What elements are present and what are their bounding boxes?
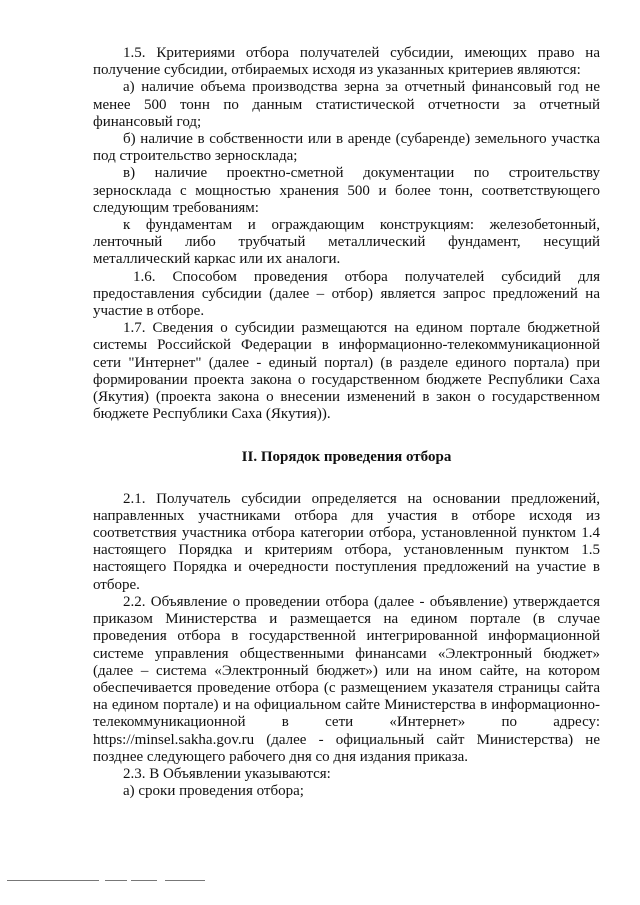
paragraph-1-7: 1.7. Сведения о субсидии размещаются на едином портале бюджетной системы Российской Федерации в информационно-телекоммуникационной сети "Интернет" (далее - единый портал) (в разделе единого портала) при формировании проекта закона о государственном бюджете Республики Саха (Якутия) (проекта закона о внесении изменений в закон о государственном бюджете Республики Саха (Якутия)). (93, 320, 600, 423)
footer-divider (131, 880, 157, 881)
paragraph-2-2: 2.2. Объявление о проведении отбора (далее - объявление) утверждается приказом Министерства и размещается на едином портале (в случае проведения отбора в государственной интегрированной информационной системе управления общественными финансами «Электронный бюджет» (далее – система «Электронный бюджет») или на ином сайте, на котором обеспечивается проведение отбора (с размещением указателя страницы сайта на едином портале) и на официальном сайте Министерства в информационно-телекоммуникационной в сети «Интернет» по адресу: https://minsel.sakha.gov.ru (далее - официальный сайт Министерства) не позднее следующего рабочего дня со дня издания приказа. (93, 593, 600, 765)
footer-scan-marks (7, 880, 207, 883)
paragraph-2-3: 2.3. В Объявлении указываются: (123, 765, 331, 782)
section-heading: II. Порядок проведения отбора (241, 449, 452, 466)
document-body (93, 45, 600, 800)
paragraph-2-1: 2.1. Получатель субсидии определяется на основании предложений, направленных участниками отбора для участия в отборе исходя из соответствия участника отбора категории отбора, установленной пунктом 1.4 настоящего Порядка и критериям отбора, установленным пунктом 1.5 настоящего Порядка и очередности поступления предложений на участие в отборе. (93, 490, 600, 593)
paragraph-foundation-requirements: к фундаментам и ограждающим конструкциям: железобетонный, ленточный либо трубчатый металлический фундамент, несущий металлический каркас или их аналоги. (93, 217, 600, 268)
paragraph-1-6: 1.6. Способом проведения отбора получателей субсидий для предоставления субсидии (далее – отбор) является запрос предложений на участие в отборе. (93, 268, 600, 320)
paragraph-2-3-a: а) сроки проведения отбора; (123, 783, 304, 800)
footer-divider (7, 880, 99, 881)
paragraph-criterion-b: б) наличие в собственности или в аренде (субаренде) земельного участка под строительство зерносклада; (93, 131, 600, 165)
paragraph-1-5: 1.5. Критериями отбора получателей субсидии, имеющих право на получение субсидии, отбираемых исходя из указанных критериев являются: (93, 45, 600, 79)
paragraph-criterion-a: а) наличие объема производства зерна за отчетный финансовый год не менее 500 тонн по данным статистической отчетности за отчетный финансовый год; (93, 79, 600, 130)
footer-divider (165, 880, 205, 881)
footer-divider (105, 880, 127, 881)
paragraph-criterion-v: в) наличие проектно-сметной документации по строительству зерносклада с мощностью хранения 500 и более тонн, соответствующего следующим требованиям: (93, 165, 600, 216)
